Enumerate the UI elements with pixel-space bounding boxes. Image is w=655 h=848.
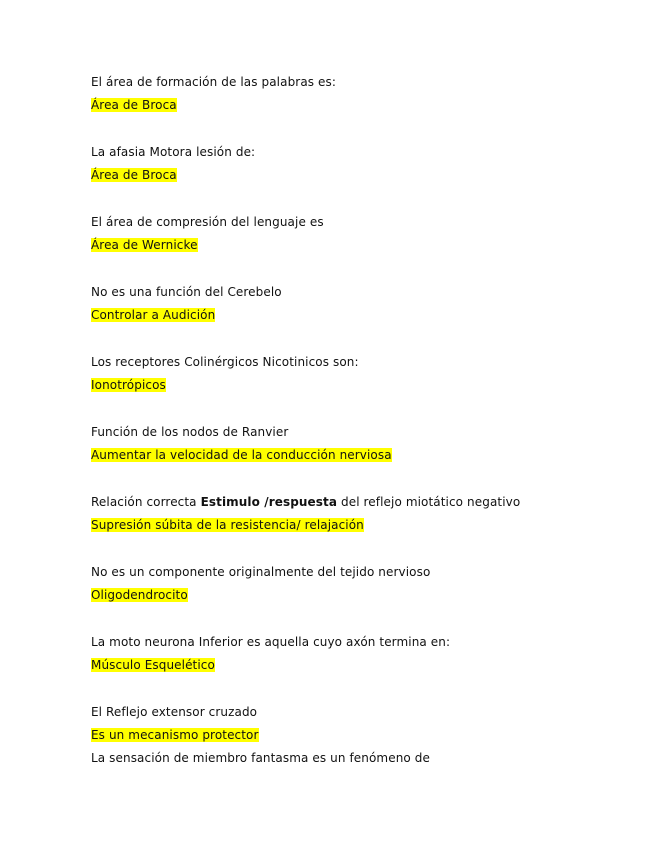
question-text: del reflejo miotático negativo: [337, 495, 521, 509]
question-8: No es un componente originalmente del tejido nervioso: [91, 565, 431, 579]
answer-highlight: Es un mecanismo protector: [91, 728, 259, 742]
answer-highlight: Oligodendrocito: [91, 588, 188, 602]
question-9: La moto neurona Inferior es aquella cuyo axón termina en:: [91, 635, 451, 649]
question-1: El área de formación de las palabras es:: [91, 75, 337, 89]
question-4: No es una función del Cerebelo: [91, 285, 282, 299]
question-7: [91, 494, 520, 510]
question-6: Función de los nodos de Ranvier: [91, 425, 289, 439]
answer-highlight: Área de Wernicke: [91, 238, 198, 252]
answer-highlight: Músculo Esquelético: [91, 658, 215, 672]
answer-10: [91, 727, 259, 743]
question-3: El área de compresión del lenguaje es: [91, 215, 324, 229]
answer-9: [91, 657, 215, 673]
question-bold-text: Estimulo /respuesta: [200, 495, 338, 509]
answer-2: [91, 167, 177, 183]
answer-6: [91, 447, 392, 463]
question-2: La afasia Motora lesión de:: [91, 145, 256, 159]
answer-8: [91, 587, 188, 603]
answer-highlight: Área de Broca: [91, 98, 177, 112]
answer-highlight: Controlar a Audición: [91, 308, 216, 322]
answer-7: [91, 517, 364, 533]
question-11: La sensación de miembro fantasma es un fenómeno de: [91, 751, 430, 765]
question-5: Los receptores Colinérgicos Nicotinicos son:: [91, 355, 359, 369]
answer-highlight: Ionotrópicos: [91, 378, 166, 392]
answer-3: [91, 237, 198, 253]
answer-highlight: Área de Broca: [91, 168, 177, 182]
answer-4: [91, 307, 215, 323]
answer-1: [91, 97, 177, 113]
question-text: Relación correcta: [91, 495, 201, 509]
question-10: El Reflejo extensor cruzado: [91, 705, 258, 719]
answer-5: [91, 377, 166, 393]
answer-highlight: Aumentar la velocidad de la conducción nerviosa: [91, 448, 392, 462]
answer-highlight: Supresión súbita de la resistencia/ relajación: [91, 518, 364, 532]
